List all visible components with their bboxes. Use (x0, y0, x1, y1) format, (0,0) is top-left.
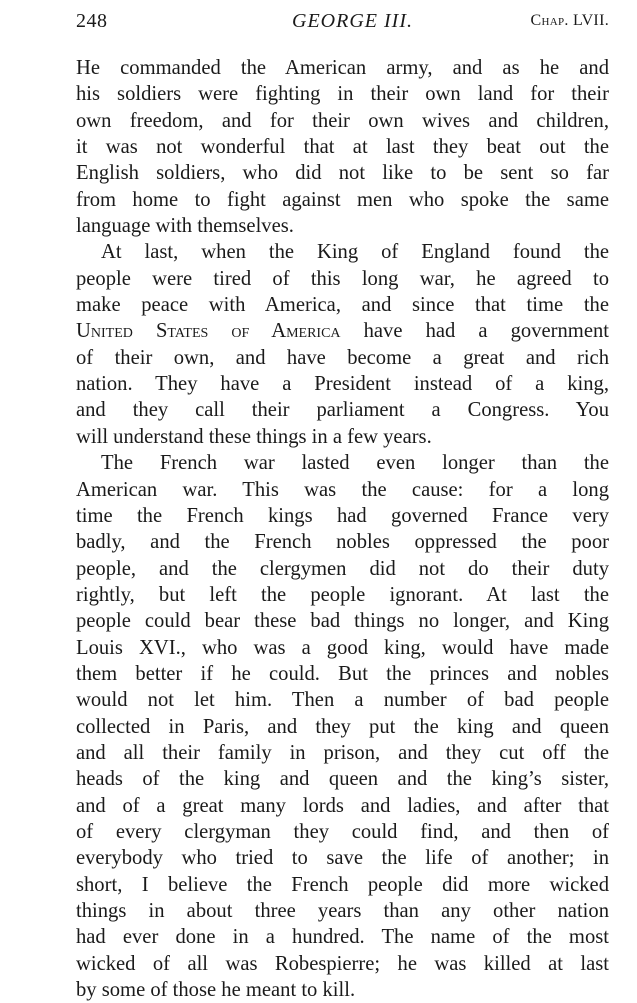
text-line: will understand these things in a few years. (76, 425, 432, 448)
text-line: rightly, but left the people ignorant. At last the (76, 583, 609, 606)
text-line (76, 318, 609, 344)
text-line: collected in Paris, and they put the king and queen (76, 715, 609, 738)
text-line: of every clergyman they could find, and then of (76, 820, 609, 843)
text-line: wicked of all was Robespierre; he was killed at last (76, 952, 609, 975)
text-line: own freedom, and for their own wives and children, (76, 109, 609, 132)
paragraph-3 (76, 450, 609, 1003)
small-caps-name: United States of America (76, 320, 341, 343)
text-fragment: have had a government (340, 320, 609, 343)
text-line: it was not wonderful that at last they beat out the (76, 136, 609, 159)
text-line: short, I believe the French people did more wicked (76, 873, 609, 896)
text-line: would not let him. Then a number of bad people (76, 689, 609, 712)
text-line: and they call their parliament a Congress. You (76, 399, 609, 422)
page-number: 248 (76, 10, 108, 32)
text-line: badly, and the French nobles oppressed the poor (76, 531, 609, 554)
text-line: people were tired of this long war, he agreed to (76, 267, 609, 290)
text-line: time the French kings had governed France very (76, 504, 609, 527)
text-line: At last, when the King of England found the (101, 241, 609, 264)
text-line: them better if he could. But the princes and nobles (76, 662, 609, 685)
text-line: American war. This was the cause: for a long (76, 478, 609, 501)
text-line: his soldiers were fighting in their own land for their (76, 83, 609, 106)
page-header (76, 10, 609, 40)
body-text (76, 55, 609, 1003)
text-line: and of a great many lords and ladies, and after that (76, 794, 609, 817)
text-line: nation. They have a President instead of a king, (76, 373, 609, 396)
text-line: everybody who tried to save the life of another; in (76, 847, 609, 870)
text-line: Louis XVI., who was a good king, would have made (76, 636, 609, 659)
text-line: by some of those he meant to kill. (76, 979, 356, 1002)
text-line: He commanded the American army, and as he and (76, 57, 609, 79)
text-line: language with themselves. (76, 215, 294, 238)
text-line: from home to fight against men who spoke the same (76, 188, 609, 211)
paragraph-2 (76, 239, 609, 450)
paragraph-1 (76, 55, 609, 239)
text-line: of their own, and have become a great and rich (76, 346, 609, 369)
text-line: English soldiers, who did not like to be sent so far (76, 162, 609, 185)
text-line: things in about three years than any other nation (76, 900, 609, 922)
text-line: The French war lasted even longer than the (101, 452, 609, 475)
text-line: heads of the king and queen and the king’s sister, (76, 768, 609, 791)
text-line: make peace with America, and since that time the (76, 294, 609, 317)
running-title: GEORGE III. (292, 10, 413, 32)
text-line: had ever done in a hundred. The name of the most (76, 926, 609, 949)
chapter-label: Chap. LVII. (530, 12, 609, 29)
text-line: and all their family in prison, and they cut off the (76, 741, 609, 764)
text-line: people, and the clergymen did not do their duty (76, 557, 609, 580)
text-line: people could bear these bad things no longer, and King (76, 610, 609, 633)
